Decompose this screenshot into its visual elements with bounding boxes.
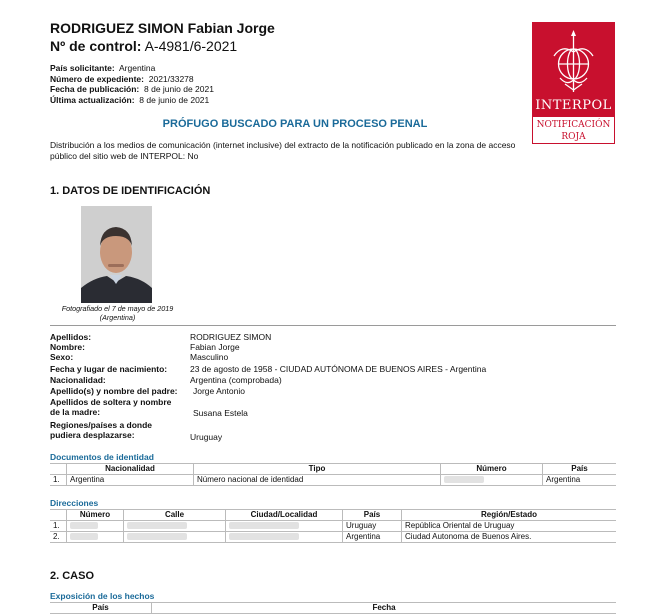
cell-numero-redacted bbox=[67, 532, 124, 543]
photo-caption bbox=[50, 305, 185, 322]
redacted-block bbox=[127, 533, 187, 540]
table-row bbox=[50, 475, 616, 486]
cell-calle-redacted bbox=[124, 521, 226, 532]
logo-notice-line: ROJA bbox=[561, 132, 586, 142]
cell-pais: Argentina bbox=[543, 475, 617, 486]
meta-requesting-country bbox=[50, 63, 214, 74]
id-documents-title: Documentos de identidad bbox=[50, 452, 154, 462]
cell-numero-redacted bbox=[67, 521, 124, 532]
person-name: RODRIGUEZ SIMON Fabian Jorge bbox=[50, 20, 275, 36]
facts-title: Exposición de los hechos bbox=[50, 591, 155, 601]
cell-numero-redacted bbox=[441, 475, 543, 486]
table-header: Número bbox=[67, 510, 124, 521]
meta-label: Número de expediente: bbox=[50, 73, 144, 84]
portrait-image bbox=[81, 206, 152, 303]
control-number bbox=[50, 38, 237, 54]
meta-last-update bbox=[50, 95, 214, 106]
control-label: Nº de control: bbox=[50, 38, 142, 54]
table-header-row bbox=[50, 510, 616, 521]
addresses-table bbox=[50, 509, 616, 543]
meta-label: País solicitante: bbox=[50, 63, 115, 73]
redacted-block bbox=[127, 522, 187, 529]
meta-publication-date bbox=[50, 84, 214, 95]
field-label-nombre: Nombre: bbox=[50, 342, 85, 352]
field-label-apellidos: Apellidos: bbox=[50, 332, 92, 342]
id-documents-table bbox=[50, 463, 616, 486]
cell-tipo: Número nacional de identidad bbox=[194, 475, 441, 486]
facts-table bbox=[50, 602, 616, 614]
notice-headline: PRÓFUGO BUSCADO PARA UN PROCESO PENAL bbox=[162, 118, 428, 130]
meta-file-number bbox=[50, 74, 214, 85]
field-label-sexo: Sexo: bbox=[50, 352, 74, 362]
photo-caption-line: (Argentina) bbox=[99, 312, 136, 322]
table-header: Fecha bbox=[152, 603, 617, 614]
table-header-index bbox=[50, 464, 67, 475]
field-value-padre: Jorge Antonio bbox=[193, 386, 245, 396]
redacted-block bbox=[229, 522, 299, 529]
cell-nacionalidad: Argentina bbox=[67, 475, 194, 486]
field-label-line: Apellidos de soltera y nombre bbox=[50, 397, 172, 407]
table-header: Tipo bbox=[194, 464, 441, 475]
table-header: País bbox=[543, 464, 617, 475]
table-header: Número bbox=[441, 464, 543, 475]
divider bbox=[50, 325, 616, 326]
field-label-nacionalidad: Nacionalidad: bbox=[50, 375, 106, 385]
distribution-note: Distribución a los medios de comunicación (internet inclusive) del extracto de la notificación publicado en la zona de acceso público del sitio web de INTERPOL: No bbox=[50, 140, 516, 161]
logo-notice-line: NOTIFICACIÓN bbox=[536, 120, 611, 130]
field-value-sexo: Masculino bbox=[190, 352, 229, 362]
table-header-row bbox=[50, 464, 616, 475]
redacted-block bbox=[229, 533, 299, 540]
field-label-regiones bbox=[50, 420, 152, 440]
cell-pais: Argentina bbox=[343, 532, 402, 543]
redacted-block bbox=[70, 522, 98, 529]
table-header: Calle bbox=[124, 510, 226, 521]
field-label-padre: Apellido(s) y nombre del padre: bbox=[50, 386, 178, 396]
cell-ciudad-redacted bbox=[226, 532, 343, 543]
field-value-nacimiento: 23 de agosto de 1958 - CIUDAD AUTÓNOMA DE BUENOS AIRES - Argentina bbox=[190, 364, 487, 374]
addresses-title: Direcciones bbox=[50, 498, 99, 508]
cell-pais: Uruguay bbox=[343, 521, 402, 532]
row-index: 2. bbox=[50, 532, 67, 543]
redacted-block bbox=[444, 476, 484, 483]
table-header: País bbox=[50, 603, 152, 614]
field-value-nacionalidad: Argentina (comprobada) bbox=[190, 375, 282, 385]
redacted-block bbox=[70, 533, 98, 540]
row-index: 1. bbox=[50, 475, 67, 486]
table-header: Región/Estado bbox=[402, 510, 617, 521]
cell-calle-redacted bbox=[124, 532, 226, 543]
table-header-row bbox=[50, 603, 616, 614]
table-header: Ciudad/Localidad bbox=[226, 510, 343, 521]
cell-region: República Oriental de Uruguay bbox=[402, 521, 617, 532]
field-label-madre bbox=[50, 397, 171, 417]
field-label-line: de la madre: bbox=[50, 407, 101, 417]
photo-caption-line: Fotografiado el 7 de mayo de 2019 bbox=[61, 304, 174, 313]
field-label-nacimiento: Fecha y lugar de nacimiento: bbox=[50, 364, 168, 374]
control-value: A-4981/6-2021 bbox=[144, 38, 238, 54]
field-value-regiones: Uruguay bbox=[190, 432, 223, 442]
table-header: País bbox=[343, 510, 402, 521]
meta-value: 2021/33278 bbox=[148, 73, 194, 84]
logo-brand: INTERPOL bbox=[535, 98, 612, 113]
table-row bbox=[50, 521, 616, 532]
notice-meta bbox=[50, 63, 214, 105]
cell-ciudad-redacted bbox=[226, 521, 343, 532]
section-2-title: 2. CASO bbox=[50, 570, 95, 582]
field-value-nombre: Fabian Jorge bbox=[190, 342, 240, 352]
field-value-apellidos: RODRIGUEZ SIMON bbox=[190, 332, 272, 342]
field-value-madre: Susana Estela bbox=[193, 408, 248, 418]
row-index: 1. bbox=[50, 521, 67, 532]
table-header: Nacionalidad bbox=[67, 464, 194, 475]
person-photo bbox=[81, 206, 152, 303]
meta-value: 8 de junio de 2021 bbox=[139, 94, 210, 105]
meta-value: 8 de junio de 2021 bbox=[144, 84, 214, 94]
meta-value: Argentina bbox=[118, 63, 156, 73]
cell-region: Ciudad Autonoma de Buenos Aires. bbox=[402, 532, 617, 543]
table-row bbox=[50, 532, 616, 543]
meta-label: Fecha de publicación: bbox=[50, 84, 140, 94]
field-label-line: Regiones/países a donde bbox=[50, 420, 153, 430]
interpol-emblem-icon bbox=[532, 26, 615, 100]
field-label-line: pudiera desplazarse: bbox=[50, 430, 135, 440]
section-1-title: 1. DATOS DE IDENTIFICACIÓN bbox=[50, 185, 211, 197]
meta-label: Última actualización: bbox=[50, 94, 135, 105]
table-header-index bbox=[50, 510, 67, 521]
